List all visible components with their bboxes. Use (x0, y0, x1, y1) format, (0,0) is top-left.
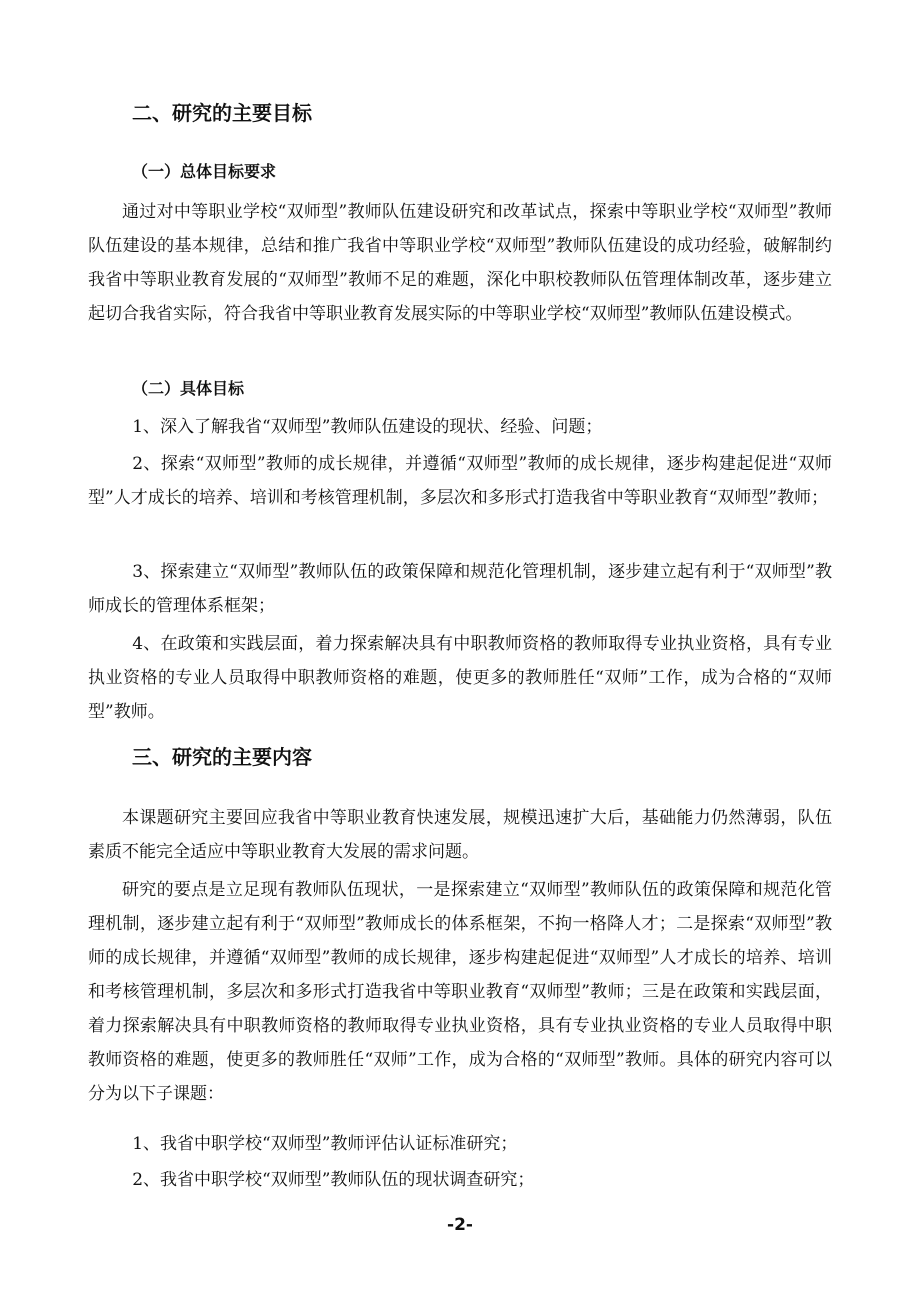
subtopic-item-1: 1、我省中职学校“双师型”教师评估认证标准研究； (132, 1134, 518, 1154)
subsection-1-heading: （一）总体目标要求 (132, 162, 277, 181)
research-content-paragraph-1: 本课题研究主要回应我省中等职业教育快速发展，规模迅速扩大后，基础能力仍然薄弱，队伍素质不能完全适应中等职业教育大发展的需求问题。 (88, 808, 832, 862)
goal-item-1: 1、深入了解我省“双师型”教师队伍建设的现状、经验、问题； (132, 417, 603, 437)
research-content-paragraph-2: 研究的要点是立足现有教师队伍现状，一是探索建立“双师型”教师队伍的政策保障和规范化管理机制，逐步建立起有利于“双师型”教师成长的体系框架，不拘一格降人才；二是探索“双师型”教师的成长规律，并遵循“双师型”教师的成长规律，逐步构建起促进“双师型”人才成长的培养、培训和考核管理机制，多层次和多形式打造我省中等职业教育“双师型”教师；三是在政策和实践层面，着力探索解决具有中职教师资格的教师取得专业执业资格，具有专业执业资格的专业人员取得中职教师资格的难题，使更多的教师胜任“双师”工作，成为合格的“双师型”教师。具体的研究内容可以分为以下子课题： (88, 880, 832, 1104)
section-3-heading: 三、研究的主要内容 (132, 745, 312, 769)
section-2-heading: 二、研究的主要目标 (132, 101, 312, 125)
overall-goal-paragraph: 通过对中等职业学校“双师型”教师队伍建设研究和改革试点，探索中等职业学校“双师型”教师队伍建设的基本规律，总结和推广我省中等职业学校“双师型”教师队伍建设的成功经验，破解制约我省中等职业教育发展的“双师型”教师不足的难题，深化中职校教师队伍管理体制改革，逐步建立起切合我省实际，符合我省中等职业教育发展实际的中等职业学校“双师型”教师队伍建设模式。 (88, 202, 832, 324)
goal-item-2: 2、探索“双师型”教师的成长规律，并遵循“双师型”教师的成长规律，逐步构建起促进“双师型”人才成长的培养、培训和考核管理机制，多层次和多形式打造我省中等职业教育“双师型”教师； (88, 454, 832, 508)
page-number: -2- (447, 1215, 473, 1235)
subsection-2-heading: （二）具体目标 (132, 379, 245, 398)
subtopic-item-2: 2、我省中职学校“双师型”教师队伍的现状调查研究； (132, 1170, 535, 1190)
goal-item-4: 4、在政策和实践层面，着力探索解决具有中职教师资格的教师取得专业执业资格，具有专业执业资格的专业人员取得中职教师资格的难题，使更多的教师胜任“双师”工作，成为合格的“双师型”教师。 (88, 634, 832, 722)
goal-item-3: 3、探索建立“双师型”教师队伍的政策保障和规范化管理机制，逐步建立起有利于“双师型”教师成长的管理体系框架； (88, 562, 832, 616)
